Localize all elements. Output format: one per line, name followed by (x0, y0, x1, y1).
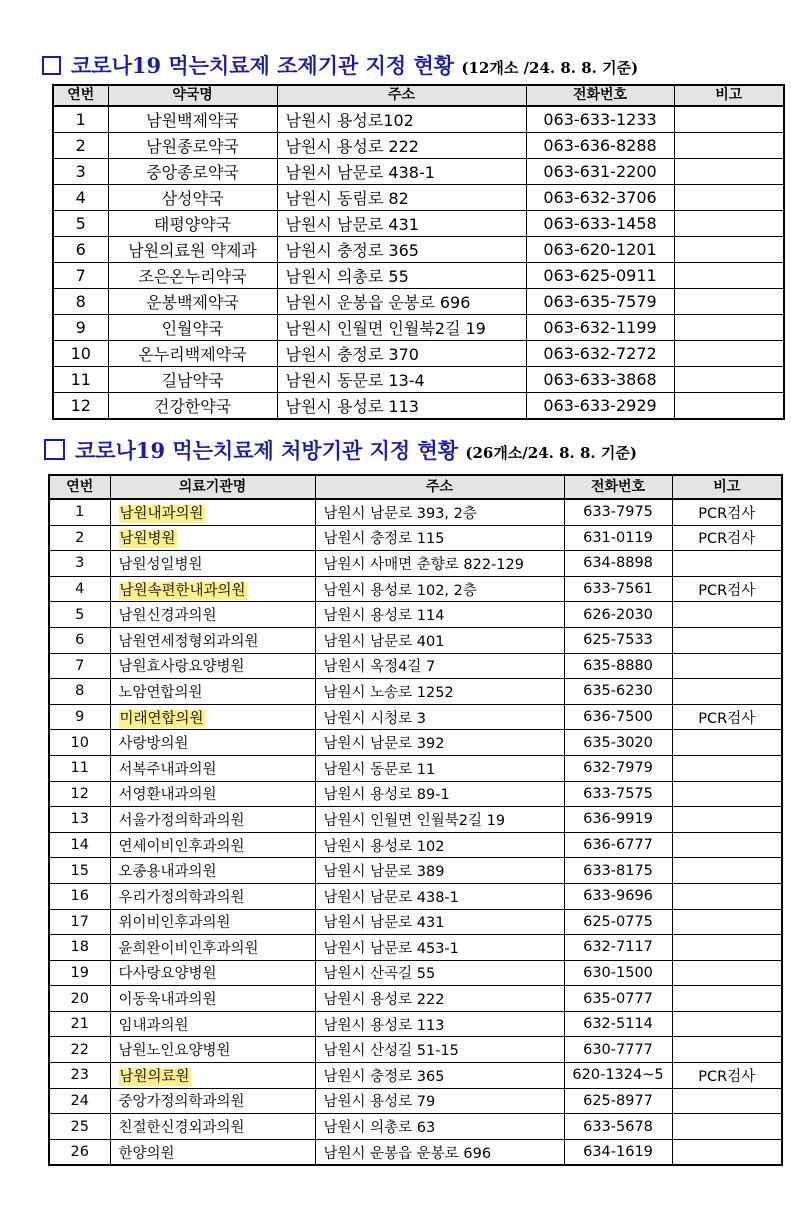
row-note (672, 909, 782, 935)
row-note (672, 1088, 782, 1114)
row-name: 친절한신경외과의원 (110, 1114, 315, 1140)
row-address: 남원시 남문로 438-1 (315, 883, 564, 909)
row-address: 남원시 남문로 389 (315, 858, 564, 884)
row-note (672, 986, 782, 1012)
row-number: 26 (49, 1139, 110, 1165)
row-number: 8 (49, 679, 110, 705)
row-address: 남원시 인월면 인월북2길 19 (315, 807, 564, 833)
row-address: 남원시 남문로 393, 2층 (315, 499, 564, 525)
row-number: 17 (49, 909, 110, 935)
row-number: 5 (53, 211, 108, 237)
row-address: 남원시 용성로 114 (315, 602, 564, 628)
table-row (53, 289, 784, 315)
table-row (49, 986, 782, 1012)
row-phone: 630-1500 (564, 960, 672, 986)
row-phone: 063-632-3706 (526, 185, 674, 211)
row-address: 남원시 용성로 89-1 (315, 781, 564, 807)
row-address: 남원시 용성로 102, 2층 (315, 576, 564, 602)
row-note (674, 106, 784, 133)
row-address: 남원시 동문로 13-4 (277, 367, 526, 393)
table-row (53, 211, 784, 237)
section2-title (44, 435, 637, 465)
row-number: 16 (49, 883, 110, 909)
row-phone: 634-8898 (564, 551, 672, 577)
table-row (49, 730, 782, 756)
header-name: 의료기관명 (110, 475, 315, 499)
table-header-row (49, 475, 782, 499)
row-address: 남원시 동문로 11 (315, 755, 564, 781)
row-name: 운봉백제약국 (108, 289, 277, 315)
row-number: 7 (53, 263, 108, 289)
row-phone: 634-1619 (564, 1139, 672, 1165)
row-note (674, 211, 784, 237)
table-row (49, 755, 782, 781)
row-note (672, 960, 782, 986)
table-row (53, 159, 784, 185)
row-note: PCR검사 (672, 704, 782, 730)
row-note (672, 883, 782, 909)
header-note: 비고 (672, 475, 782, 499)
row-name: 임내과의원 (110, 1011, 315, 1037)
row-number: 24 (49, 1088, 110, 1114)
table-row (49, 781, 782, 807)
row-phone: 063-632-1199 (526, 315, 674, 341)
row-address: 남원시 옥정4길 7 (315, 653, 564, 679)
row-name: 태평양약국 (108, 211, 277, 237)
row-note (674, 367, 784, 393)
row-note (674, 263, 784, 289)
row-number: 6 (53, 237, 108, 263)
row-address: 남원시 용성로102 (277, 106, 526, 133)
row-name: 남원연세정형외과의원 (110, 627, 315, 653)
table-row (49, 935, 782, 961)
row-number: 11 (49, 755, 110, 781)
row-note (672, 755, 782, 781)
row-phone: 063-633-1458 (526, 211, 674, 237)
row-note (672, 627, 782, 653)
table-row (49, 499, 782, 525)
pharmacy-table (52, 84, 785, 420)
row-number: 9 (53, 315, 108, 341)
row-note (672, 653, 782, 679)
row-phone: 630-7777 (564, 1037, 672, 1063)
table-row (49, 653, 782, 679)
section2-title-text: 코로나19 먹는치료제 처방기관 지정 현황 (75, 438, 459, 463)
table-row (53, 185, 784, 211)
row-number: 10 (53, 341, 108, 367)
row-phone: 635-0777 (564, 986, 672, 1012)
table-row (53, 237, 784, 263)
table-header-row (53, 85, 784, 106)
clinic-table-body (49, 499, 782, 1165)
row-phone: 063-620-1201 (526, 237, 674, 263)
row-address: 남원시 운봉읍 운봉로 696 (315, 1139, 564, 1165)
row-name: 오종용내과의원 (110, 858, 315, 884)
row-address: 남원시 용성로 79 (315, 1088, 564, 1114)
row-phone: 633-5678 (564, 1114, 672, 1140)
table-row (49, 1037, 782, 1063)
row-address: 남원시 의총로 63 (315, 1114, 564, 1140)
highlighted-name: 남원내과의원 (119, 505, 204, 522)
row-name: 남원의료원 약제과 (108, 237, 277, 263)
row-name: 다사랑요양병원 (110, 960, 315, 986)
checkbox-square-icon (42, 56, 61, 75)
row-note (672, 1011, 782, 1037)
row-address: 남원시 산성길 51-15 (315, 1037, 564, 1063)
row-note: PCR검사 (672, 576, 782, 602)
table-row (49, 909, 782, 935)
row-name (110, 1063, 315, 1089)
row-address: 남원시 용성로 113 (277, 393, 526, 420)
table-row (49, 1139, 782, 1165)
table-row (53, 263, 784, 289)
row-number: 2 (53, 133, 108, 159)
row-number: 20 (49, 986, 110, 1012)
row-number: 18 (49, 935, 110, 961)
row-name: 길남약국 (108, 367, 277, 393)
row-note (672, 1139, 782, 1165)
highlighted-name: 미래연합의원 (119, 710, 204, 727)
row-note (674, 159, 784, 185)
row-number: 21 (49, 1011, 110, 1037)
row-note (672, 602, 782, 628)
table-row (53, 106, 784, 133)
row-note (672, 1037, 782, 1063)
row-address: 남원시 남문로 431 (315, 909, 564, 935)
row-phone: 625-7533 (564, 627, 672, 653)
row-phone: 635-6230 (564, 679, 672, 705)
table-row (49, 1011, 782, 1037)
row-name: 조은온누리약국 (108, 263, 277, 289)
row-note (674, 393, 784, 420)
row-name: 우리가정의학과의원 (110, 883, 315, 909)
row-address: 남원시 남문로 392 (315, 730, 564, 756)
row-number: 2 (49, 525, 110, 551)
row-note (672, 551, 782, 577)
row-address: 남원시 용성로 102 (315, 832, 564, 858)
table-row (49, 960, 782, 986)
row-phone: 063-631-2200 (526, 159, 674, 185)
row-number: 19 (49, 960, 110, 986)
row-address: 남원시 의총로 55 (277, 263, 526, 289)
row-number: 3 (49, 551, 110, 577)
header-no: 연번 (53, 85, 108, 106)
row-phone: 063-633-1233 (526, 106, 674, 133)
row-number: 4 (53, 185, 108, 211)
row-name: 건강한약국 (108, 393, 277, 420)
row-number: 22 (49, 1037, 110, 1063)
row-phone: 633-7975 (564, 499, 672, 525)
row-phone: 632-7979 (564, 755, 672, 781)
row-number: 1 (49, 499, 110, 525)
row-phone: 063-635-7579 (526, 289, 674, 315)
row-name: 중앙종로약국 (108, 159, 277, 185)
row-address: 남원시 용성로 222 (277, 133, 526, 159)
row-name: 남원효사랑요양병원 (110, 653, 315, 679)
table-row (49, 807, 782, 833)
row-number: 12 (53, 393, 108, 420)
row-name: 서울가정의학과의원 (110, 807, 315, 833)
header-note: 비고 (674, 85, 784, 106)
pharmacy-table-body (53, 106, 784, 419)
row-address: 남원시 시청로 3 (315, 704, 564, 730)
section2-subtitle: (26개소/24. 8. 8. 기준) (465, 444, 637, 462)
row-phone: 636-7500 (564, 704, 672, 730)
row-phone: 626-2030 (564, 602, 672, 628)
table-row (49, 858, 782, 884)
row-name: 연세이비인후과의원 (110, 832, 315, 858)
header-address: 주소 (277, 85, 526, 106)
row-phone: 625-8977 (564, 1088, 672, 1114)
row-number: 9 (49, 704, 110, 730)
row-address: 남원시 충정로 365 (277, 237, 526, 263)
row-address: 남원시 남문로 453-1 (315, 935, 564, 961)
row-note (672, 781, 782, 807)
table-row (49, 576, 782, 602)
row-note (674, 185, 784, 211)
row-name: 윤희완이비인후과의원 (110, 935, 315, 961)
table-row (49, 832, 782, 858)
row-name (110, 704, 315, 730)
table-row (53, 341, 784, 367)
row-note (672, 935, 782, 961)
table-row (49, 679, 782, 705)
row-name: 한양의원 (110, 1139, 315, 1165)
highlighted-name: 남원속편한내과의원 (119, 582, 246, 599)
section1-subtitle: (12개소 /24. 8. 8. 기준) (461, 59, 639, 77)
row-note (672, 1114, 782, 1140)
row-address: 남원시 충정로 365 (315, 1063, 564, 1089)
header-phone: 전화번호 (564, 475, 672, 499)
row-name: 이동욱내과의원 (110, 986, 315, 1012)
row-address: 남원시 인월면 인월북2길 19 (277, 315, 526, 341)
table-row (53, 133, 784, 159)
row-name: 서복주내과의원 (110, 755, 315, 781)
row-note (674, 341, 784, 367)
row-name: 중앙가정의학과의원 (110, 1088, 315, 1114)
row-number: 23 (49, 1063, 110, 1089)
table-row (49, 1088, 782, 1114)
row-phone: 632-7117 (564, 935, 672, 961)
clinic-table (48, 474, 783, 1166)
row-number: 3 (53, 159, 108, 185)
row-note: PCR검사 (672, 1063, 782, 1089)
row-address: 남원시 남문로 401 (315, 627, 564, 653)
table-row (53, 315, 784, 341)
row-note (672, 679, 782, 705)
row-name: 남원신경과의원 (110, 602, 315, 628)
row-note (674, 315, 784, 341)
row-phone: 063-632-7272 (526, 341, 674, 367)
row-address: 남원시 용성로 222 (315, 986, 564, 1012)
row-name: 노암연합의원 (110, 679, 315, 705)
row-number: 8 (53, 289, 108, 315)
row-note (674, 133, 784, 159)
table-row (49, 551, 782, 577)
row-number: 4 (49, 576, 110, 602)
row-phone: 635-8880 (564, 653, 672, 679)
table-row (49, 1063, 782, 1089)
header-no: 연번 (49, 475, 110, 499)
table-row (49, 627, 782, 653)
row-phone: 063-633-2929 (526, 393, 674, 420)
row-number: 15 (49, 858, 110, 884)
row-note: PCR검사 (672, 525, 782, 551)
row-note (672, 730, 782, 756)
row-phone: 636-9919 (564, 807, 672, 833)
row-name: 남원성일병원 (110, 551, 315, 577)
row-phone: 063-633-3868 (526, 367, 674, 393)
row-note (674, 289, 784, 315)
row-number: 5 (49, 602, 110, 628)
row-name (110, 525, 315, 551)
row-name (110, 576, 315, 602)
header-name: 약국명 (108, 85, 277, 106)
row-name: 남원노인요양병원 (110, 1037, 315, 1063)
row-address: 남원시 남문로 431 (277, 211, 526, 237)
table-row (49, 704, 782, 730)
row-name: 온누리백제약국 (108, 341, 277, 367)
row-note (672, 807, 782, 833)
table-row (49, 883, 782, 909)
row-address: 남원시 충정로 370 (277, 341, 526, 367)
row-note: PCR검사 (672, 499, 782, 525)
row-phone: 633-8175 (564, 858, 672, 884)
table-row (49, 1114, 782, 1140)
header-phone: 전화번호 (526, 85, 674, 106)
row-name: 사랑방의원 (110, 730, 315, 756)
row-phone: 063-625-0911 (526, 263, 674, 289)
row-number: 14 (49, 832, 110, 858)
row-address: 남원시 동림로 82 (277, 185, 526, 211)
row-note (674, 237, 784, 263)
table-row (53, 367, 784, 393)
row-phone: 635-3020 (564, 730, 672, 756)
row-phone: 633-7561 (564, 576, 672, 602)
row-name: 삼성약국 (108, 185, 277, 211)
row-address: 남원시 노송로 1252 (315, 679, 564, 705)
row-name: 인월약국 (108, 315, 277, 341)
row-number: 6 (49, 627, 110, 653)
row-phone: 063-636-8288 (526, 133, 674, 159)
row-phone: 620-1324~5 (564, 1063, 672, 1089)
row-note (672, 858, 782, 884)
row-number: 13 (49, 807, 110, 833)
row-name: 남원종로약국 (108, 133, 277, 159)
row-name: 남원백제약국 (108, 106, 277, 133)
row-phone: 636-6777 (564, 832, 672, 858)
table-row (53, 393, 784, 420)
table-row (49, 525, 782, 551)
row-phone: 632-5114 (564, 1011, 672, 1037)
row-name: 서영환내과의원 (110, 781, 315, 807)
row-address: 남원시 사매면 춘향로 822-129 (315, 551, 564, 577)
row-phone: 633-9696 (564, 883, 672, 909)
row-number: 25 (49, 1114, 110, 1140)
header-address: 주소 (315, 475, 564, 499)
highlighted-name: 남원병원 (119, 531, 176, 548)
row-number: 10 (49, 730, 110, 756)
row-address: 남원시 용성로 113 (315, 1011, 564, 1037)
row-phone: 633-7575 (564, 781, 672, 807)
row-phone: 625-0775 (564, 909, 672, 935)
row-name: 위이비인후과의원 (110, 909, 315, 935)
row-address: 남원시 운봉읍 운봉로 696 (277, 289, 526, 315)
row-address: 남원시 충정로 115 (315, 525, 564, 551)
checkbox-square-icon (44, 439, 65, 460)
table-row (49, 602, 782, 628)
section1-title-text: 코로나19 먹는치료제 조제기관 지정 현황 (71, 53, 455, 78)
row-number: 7 (49, 653, 110, 679)
section1-title (42, 50, 638, 80)
row-note (672, 832, 782, 858)
highlighted-name: 남원의료원 (119, 1068, 190, 1085)
row-number: 11 (53, 367, 108, 393)
row-name (110, 499, 315, 525)
row-number: 1 (53, 106, 108, 133)
row-address: 남원시 남문로 438-1 (277, 159, 526, 185)
row-number: 12 (49, 781, 110, 807)
row-address: 남원시 산곡길 55 (315, 960, 564, 986)
row-phone: 631-0119 (564, 525, 672, 551)
